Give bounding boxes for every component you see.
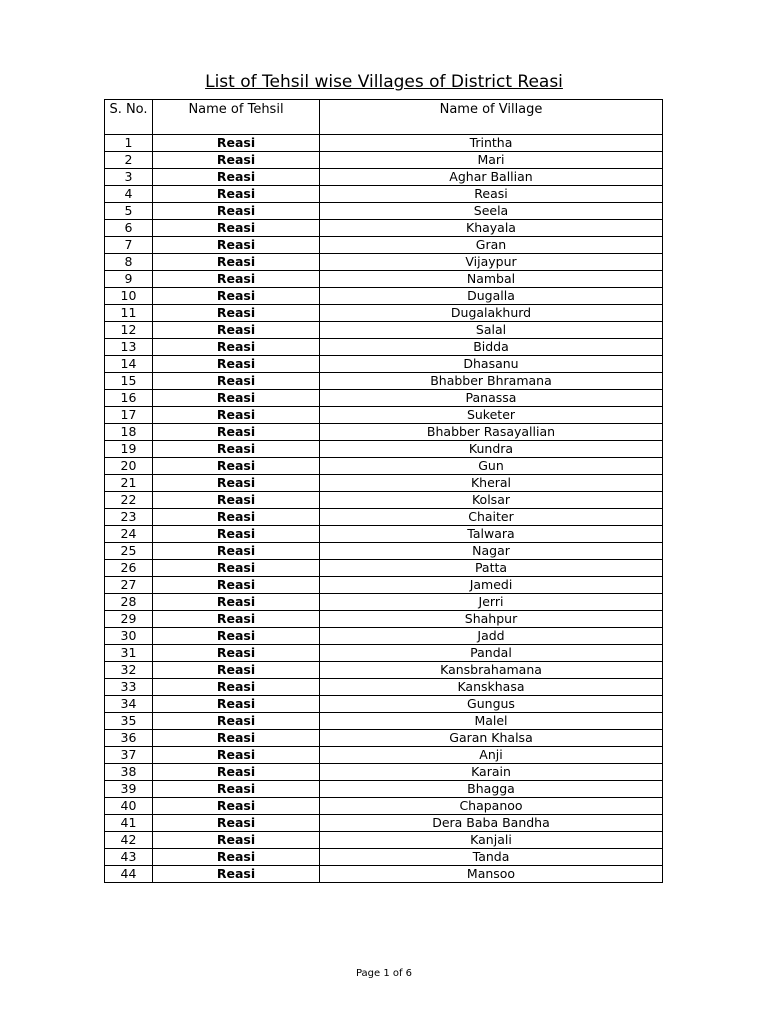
serial-number-cell: 28 bbox=[105, 594, 153, 611]
table-row bbox=[105, 458, 663, 475]
table-row bbox=[105, 152, 663, 169]
header-row bbox=[105, 100, 663, 135]
serial-number-cell: 27 bbox=[105, 577, 153, 594]
table-row bbox=[105, 747, 663, 764]
tehsil-cell: Reasi bbox=[153, 815, 320, 832]
tehsil-cell: Reasi bbox=[153, 628, 320, 645]
serial-number-cell: 13 bbox=[105, 339, 153, 356]
tehsil-cell: Reasi bbox=[153, 849, 320, 866]
tehsil-cell: Reasi bbox=[153, 271, 320, 288]
tehsil-cell: Reasi bbox=[153, 645, 320, 662]
village-cell: Vijaypur bbox=[320, 254, 663, 271]
serial-number-cell: 18 bbox=[105, 424, 153, 441]
tehsil-cell: Reasi bbox=[153, 356, 320, 373]
serial-number-cell: 15 bbox=[105, 373, 153, 390]
table-row bbox=[105, 764, 663, 781]
table-row bbox=[105, 220, 663, 237]
village-cell: Seela bbox=[320, 203, 663, 220]
village-cell: Khayala bbox=[320, 220, 663, 237]
tehsil-cell: Reasi bbox=[153, 135, 320, 152]
serial-number-cell: 43 bbox=[105, 849, 153, 866]
village-cell: Gungus bbox=[320, 696, 663, 713]
serial-number-cell: 7 bbox=[105, 237, 153, 254]
tehsil-cell: Reasi bbox=[153, 577, 320, 594]
tehsil-cell: Reasi bbox=[153, 322, 320, 339]
table-row bbox=[105, 594, 663, 611]
village-cell: Gran bbox=[320, 237, 663, 254]
serial-number-cell: 44 bbox=[105, 866, 153, 883]
village-cell: Suketer bbox=[320, 407, 663, 424]
village-cell: Dhasanu bbox=[320, 356, 663, 373]
serial-number-cell: 22 bbox=[105, 492, 153, 509]
table-row bbox=[105, 509, 663, 526]
village-cell: Kolsar bbox=[320, 492, 663, 509]
tehsil-cell: Reasi bbox=[153, 832, 320, 849]
village-cell: Nagar bbox=[320, 543, 663, 560]
village-cell: Jamedi bbox=[320, 577, 663, 594]
serial-number-cell: 9 bbox=[105, 271, 153, 288]
table-row bbox=[105, 373, 663, 390]
serial-number-cell: 4 bbox=[105, 186, 153, 203]
document-title: List of Tehsil wise Villages of District Reasi bbox=[205, 72, 563, 92]
tehsil-cell: Reasi bbox=[153, 764, 320, 781]
tehsil-cell: Reasi bbox=[153, 560, 320, 577]
village-cell: Kheral bbox=[320, 475, 663, 492]
tehsil-cell: Reasi bbox=[153, 509, 320, 526]
serial-number-cell: 2 bbox=[105, 152, 153, 169]
serial-number-cell: 29 bbox=[105, 611, 153, 628]
village-cell: Pandal bbox=[320, 645, 663, 662]
village-cell: Dugalakhurd bbox=[320, 305, 663, 322]
serial-number-cell: 19 bbox=[105, 441, 153, 458]
serial-number-cell: 41 bbox=[105, 815, 153, 832]
tehsil-cell: Reasi bbox=[153, 713, 320, 730]
header-serial-number: S. No. bbox=[105, 100, 153, 135]
serial-number-cell: 6 bbox=[105, 220, 153, 237]
village-cell: Anji bbox=[320, 747, 663, 764]
page-footer: Page 1 of 6 bbox=[355, 968, 413, 979]
tehsil-cell: Reasi bbox=[153, 407, 320, 424]
village-cell: Tanda bbox=[320, 849, 663, 866]
tehsil-cell: Reasi bbox=[153, 611, 320, 628]
table-row bbox=[105, 186, 663, 203]
village-cell: Trintha bbox=[320, 135, 663, 152]
serial-number-cell: 10 bbox=[105, 288, 153, 305]
table-row bbox=[105, 203, 663, 220]
serial-number-cell: 39 bbox=[105, 781, 153, 798]
villages-table bbox=[104, 99, 663, 883]
tehsil-cell: Reasi bbox=[153, 288, 320, 305]
table-row bbox=[105, 560, 663, 577]
serial-number-cell: 24 bbox=[105, 526, 153, 543]
table-row bbox=[105, 866, 663, 883]
tehsil-cell: Reasi bbox=[153, 594, 320, 611]
table-row bbox=[105, 254, 663, 271]
tehsil-cell: Reasi bbox=[153, 424, 320, 441]
serial-number-cell: 33 bbox=[105, 679, 153, 696]
serial-number-cell: 16 bbox=[105, 390, 153, 407]
table-row bbox=[105, 390, 663, 407]
table-row bbox=[105, 424, 663, 441]
village-cell: Talwara bbox=[320, 526, 663, 543]
serial-number-cell: 17 bbox=[105, 407, 153, 424]
serial-number-cell: 26 bbox=[105, 560, 153, 577]
serial-number-cell: 37 bbox=[105, 747, 153, 764]
village-cell: Reasi bbox=[320, 186, 663, 203]
tehsil-cell: Reasi bbox=[153, 186, 320, 203]
village-cell: Bhabber Bhramana bbox=[320, 373, 663, 390]
tehsil-cell: Reasi bbox=[153, 696, 320, 713]
table-row bbox=[105, 543, 663, 560]
village-cell: Jerri bbox=[320, 594, 663, 611]
table-row bbox=[105, 781, 663, 798]
village-cell: Kansbrahamana bbox=[320, 662, 663, 679]
village-cell: Aghar Ballian bbox=[320, 169, 663, 186]
tehsil-cell: Reasi bbox=[153, 543, 320, 560]
village-cell: Dera Baba Bandha bbox=[320, 815, 663, 832]
tehsil-cell: Reasi bbox=[153, 305, 320, 322]
serial-number-cell: 40 bbox=[105, 798, 153, 815]
serial-number-cell: 14 bbox=[105, 356, 153, 373]
village-cell: Kanskhasa bbox=[320, 679, 663, 696]
village-cell: Malel bbox=[320, 713, 663, 730]
serial-number-cell: 1 bbox=[105, 135, 153, 152]
village-cell: Gun bbox=[320, 458, 663, 475]
header-village-name: Name of Village bbox=[320, 100, 663, 135]
village-cell: Bhabber Rasayallian bbox=[320, 424, 663, 441]
table-row bbox=[105, 798, 663, 815]
table-row bbox=[105, 730, 663, 747]
village-cell: Karain bbox=[320, 764, 663, 781]
table-header bbox=[105, 100, 663, 135]
tehsil-cell: Reasi bbox=[153, 254, 320, 271]
tehsil-cell: Reasi bbox=[153, 203, 320, 220]
table-row bbox=[105, 271, 663, 288]
serial-number-cell: 31 bbox=[105, 645, 153, 662]
serial-number-cell: 23 bbox=[105, 509, 153, 526]
tehsil-cell: Reasi bbox=[153, 492, 320, 509]
tehsil-cell: Reasi bbox=[153, 373, 320, 390]
tehsil-cell: Reasi bbox=[153, 730, 320, 747]
tehsil-cell: Reasi bbox=[153, 526, 320, 543]
table-row bbox=[105, 713, 663, 730]
serial-number-cell: 20 bbox=[105, 458, 153, 475]
table-row bbox=[105, 662, 663, 679]
village-cell: Shahpur bbox=[320, 611, 663, 628]
serial-number-cell: 32 bbox=[105, 662, 153, 679]
table-row bbox=[105, 526, 663, 543]
table-row bbox=[105, 288, 663, 305]
table-body bbox=[105, 135, 663, 883]
village-cell: Chaiter bbox=[320, 509, 663, 526]
village-cell: Kundra bbox=[320, 441, 663, 458]
table-row bbox=[105, 849, 663, 866]
tehsil-cell: Reasi bbox=[153, 798, 320, 815]
village-cell: Patta bbox=[320, 560, 663, 577]
village-cell: Garan Khalsa bbox=[320, 730, 663, 747]
header-tehsil-name: Name of Tehsil bbox=[153, 100, 320, 135]
tehsil-cell: Reasi bbox=[153, 475, 320, 492]
tehsil-cell: Reasi bbox=[153, 679, 320, 696]
serial-number-cell: 8 bbox=[105, 254, 153, 271]
village-cell: Jadd bbox=[320, 628, 663, 645]
serial-number-cell: 38 bbox=[105, 764, 153, 781]
table-row bbox=[105, 611, 663, 628]
table-row bbox=[105, 815, 663, 832]
village-cell: Panassa bbox=[320, 390, 663, 407]
tehsil-cell: Reasi bbox=[153, 747, 320, 764]
table-row bbox=[105, 169, 663, 186]
serial-number-cell: 30 bbox=[105, 628, 153, 645]
tehsil-cell: Reasi bbox=[153, 390, 320, 407]
tehsil-cell: Reasi bbox=[153, 458, 320, 475]
table-row bbox=[105, 305, 663, 322]
serial-number-cell: 42 bbox=[105, 832, 153, 849]
table-row bbox=[105, 492, 663, 509]
serial-number-cell: 11 bbox=[105, 305, 153, 322]
village-cell: Bhagga bbox=[320, 781, 663, 798]
table-row bbox=[105, 441, 663, 458]
tehsil-cell: Reasi bbox=[153, 662, 320, 679]
table-row bbox=[105, 645, 663, 662]
serial-number-cell: 36 bbox=[105, 730, 153, 747]
table-row bbox=[105, 237, 663, 254]
tehsil-cell: Reasi bbox=[153, 220, 320, 237]
village-cell: Nambal bbox=[320, 271, 663, 288]
table-row bbox=[105, 475, 663, 492]
table-row bbox=[105, 407, 663, 424]
village-cell: Dugalla bbox=[320, 288, 663, 305]
tehsil-cell: Reasi bbox=[153, 441, 320, 458]
serial-number-cell: 5 bbox=[105, 203, 153, 220]
table-row bbox=[105, 628, 663, 645]
tehsil-cell: Reasi bbox=[153, 781, 320, 798]
table-row bbox=[105, 322, 663, 339]
tehsil-cell: Reasi bbox=[153, 866, 320, 883]
tehsil-cell: Reasi bbox=[153, 152, 320, 169]
serial-number-cell: 25 bbox=[105, 543, 153, 560]
village-cell: Mari bbox=[320, 152, 663, 169]
table-row bbox=[105, 356, 663, 373]
serial-number-cell: 12 bbox=[105, 322, 153, 339]
village-cell: Mansoo bbox=[320, 866, 663, 883]
village-cell: Salal bbox=[320, 322, 663, 339]
table-row bbox=[105, 832, 663, 849]
serial-number-cell: 34 bbox=[105, 696, 153, 713]
tehsil-cell: Reasi bbox=[153, 339, 320, 356]
serial-number-cell: 35 bbox=[105, 713, 153, 730]
village-cell: Kanjali bbox=[320, 832, 663, 849]
table-row bbox=[105, 679, 663, 696]
table-row bbox=[105, 339, 663, 356]
tehsil-cell: Reasi bbox=[153, 169, 320, 186]
village-cell: Bidda bbox=[320, 339, 663, 356]
serial-number-cell: 21 bbox=[105, 475, 153, 492]
table-row bbox=[105, 696, 663, 713]
table-row bbox=[105, 135, 663, 152]
table-row bbox=[105, 577, 663, 594]
tehsil-cell: Reasi bbox=[153, 237, 320, 254]
village-cell: Chapanoo bbox=[320, 798, 663, 815]
serial-number-cell: 3 bbox=[105, 169, 153, 186]
